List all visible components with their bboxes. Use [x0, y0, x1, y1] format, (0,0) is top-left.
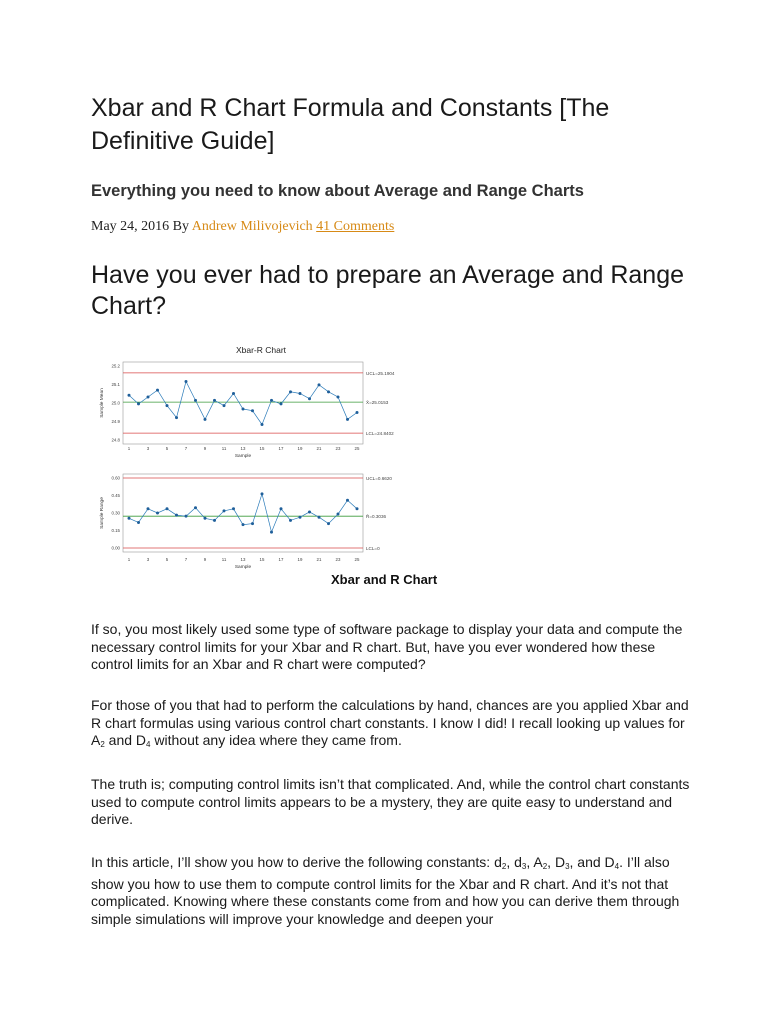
series-line: [129, 382, 357, 425]
paragraph-4-text-d: , D: [547, 854, 566, 870]
y-tick-label: 0.30: [111, 510, 120, 516]
comments-link[interactable]: 41 Comments: [316, 219, 395, 234]
x-tick-label: 17: [278, 557, 284, 562]
series-line: [129, 494, 357, 532]
x-tick-label: 19: [297, 557, 303, 562]
data-point: [194, 506, 197, 509]
data-point: [156, 512, 159, 515]
xbar-r-chart: [91, 340, 441, 578]
data-point: [204, 517, 207, 520]
data-point: [175, 416, 178, 419]
x-tick-label: 11: [221, 446, 227, 451]
data-point: [337, 395, 340, 398]
data-point: [289, 390, 292, 393]
x-tick-label: 1: [127, 557, 131, 562]
x-tick-label: 25: [354, 557, 360, 562]
data-point: [251, 522, 254, 525]
paragraph-2-sub-1: 2: [100, 740, 105, 749]
y-tick-label: 25.0: [111, 400, 120, 406]
data-point: [356, 411, 359, 414]
data-point: [327, 390, 330, 393]
data-point: [308, 397, 311, 400]
paragraph-1: If so, you most likely used some type of software package to display your data and compute the necessary control limits for your Xbar and R chart. But, have you ever wondered how these control limits for an Xbar and R chart were computed?: [91, 621, 683, 672]
data-point: [175, 514, 178, 517]
y-axis-label: Sample Range: [100, 497, 105, 529]
y-tick-label: 0.00: [111, 545, 120, 551]
y-tick-label: 0.15: [111, 528, 120, 533]
data-point: [147, 395, 150, 398]
data-point: [232, 392, 235, 395]
paragraph-2-text-a: For those of you that had to perform the calculations by hand, chances are you applied Xbar and R chart formulas using various control chart constants. I know I did! I recall looking up values for A: [91, 697, 689, 748]
paragraph-4-sub-4: 3: [565, 862, 570, 871]
x-axis-label: Sample: [234, 565, 252, 570]
x-tick-label: 5: [165, 557, 169, 562]
x-tick-label: 11: [221, 557, 227, 562]
data-point: [128, 517, 131, 520]
x-tick-label: 13: [240, 557, 246, 562]
data-point: [327, 522, 330, 525]
data-point: [318, 383, 321, 386]
x-axis-label: Sample: [234, 454, 252, 459]
data-point: [346, 418, 349, 421]
x-tick-label: 13: [240, 446, 246, 451]
x-tick-label: 9: [203, 557, 207, 562]
data-point: [318, 516, 321, 519]
x-tick-label: 7: [184, 557, 188, 562]
data-point: [223, 404, 226, 407]
center-label: X̄=25.0153: [366, 400, 389, 406]
paragraph-4-text-e: , and D: [569, 854, 615, 870]
x-tick-label: 7: [184, 446, 188, 451]
lcl-label: LCL=0: [366, 546, 380, 551]
y-tick-label: 24.8: [111, 437, 120, 443]
y-tick-label: 0.45: [111, 493, 120, 498]
paragraph-4-text-b: , d: [506, 854, 522, 870]
chart-title: Xbar-R Chart: [235, 345, 287, 355]
data-point: [280, 507, 283, 510]
x-tick-label: 21: [316, 446, 322, 451]
data-point: [289, 519, 292, 522]
article-meta: [91, 218, 394, 236]
data-point: [166, 404, 169, 407]
data-point: [242, 523, 245, 526]
data-point: [166, 507, 169, 510]
ucl-label: UCL=25.1904: [366, 370, 395, 376]
range-chart-panel: [99, 474, 392, 570]
x-tick-label: 19: [297, 446, 303, 451]
data-point: [137, 521, 140, 524]
ucl-label: UCL=0.6620: [366, 476, 392, 481]
data-point: [346, 499, 349, 502]
data-point: [147, 507, 150, 510]
data-point: [242, 408, 245, 411]
plot-frame: [123, 362, 363, 444]
xbar-r-chart-figure: [91, 340, 441, 578]
post-date: May 24, 2016: [91, 219, 170, 234]
paragraph-4-sub-1: 2: [501, 862, 507, 871]
y-tick-label: 0.60: [111, 475, 120, 481]
paragraph-2: [91, 697, 691, 754]
data-point: [251, 409, 254, 412]
data-point: [232, 507, 235, 510]
xbar-chart-panel: [99, 362, 395, 459]
paragraph-3: The truth is; computing control limits isn’t that complicated. And, while the control chart constants used to compute control limits appears to be a mystery, they are quite easy to understand and derive.: [91, 776, 690, 827]
paragraph-4-text-c: , A: [526, 854, 543, 870]
paragraph-4: [91, 854, 691, 928]
data-point: [308, 510, 311, 513]
x-tick-label: 15: [259, 557, 265, 562]
paragraph-2-text-c: without any idea where they came from.: [150, 732, 402, 748]
x-tick-label: 17: [278, 446, 284, 451]
paragraph-4-sub-2: 3: [521, 862, 527, 871]
y-axis-label: Sample Mean: [100, 388, 105, 418]
y-tick-label: 24.9: [111, 419, 120, 424]
x-tick-label: 3: [146, 557, 150, 562]
data-point: [213, 519, 216, 522]
paragraph-2-sub-2: 4: [146, 740, 151, 749]
paragraph-4-text-a: In this article, I’ll show you how to derive the following constants: d: [91, 854, 502, 870]
data-point: [261, 423, 264, 426]
data-point: [128, 394, 131, 397]
data-point: [204, 418, 207, 421]
data-point: [137, 402, 140, 405]
x-tick-label: 1: [127, 446, 131, 451]
data-point: [337, 513, 340, 516]
x-tick-label: 21: [316, 557, 322, 562]
section-heading: Have you ever had to prepare an Average and Range Chart?: [91, 261, 685, 320]
data-point: [156, 389, 159, 392]
x-tick-label: 23: [335, 446, 341, 451]
x-tick-label: 15: [259, 446, 265, 451]
data-point: [356, 507, 359, 510]
lcl-label: LCL=24.8402: [366, 431, 394, 437]
data-point: [185, 515, 188, 518]
paragraph-4-sub-3: 2: [542, 862, 548, 871]
data-point: [299, 516, 302, 519]
by-label: By: [172, 219, 190, 234]
y-tick-label: 25.2: [111, 363, 120, 369]
paragraph-4-sub-5: 4: [614, 862, 620, 871]
data-point: [223, 509, 226, 512]
center-label: R̄=0.3036: [366, 514, 387, 520]
x-tick-label: 5: [165, 446, 169, 451]
x-tick-label: 9: [203, 446, 207, 451]
paragraph-4-text-f: . I’ll also show you how to use them to compute control limits for the Xbar and R chart. And it’s not that complicated. Knowing where these constants come from and how you can derive them through simple simulations will improve your knowledge and deepen your: [91, 854, 680, 927]
data-point: [270, 531, 273, 534]
article-subtitle: Everything you need to know about Average and Range Charts: [91, 182, 584, 200]
data-point: [261, 492, 264, 495]
data-point: [213, 399, 216, 402]
paragraph-2-text-b: and D: [104, 732, 147, 748]
data-point: [194, 399, 197, 402]
data-point: [185, 380, 188, 383]
figure-caption: Xbar and R Chart: [331, 572, 438, 587]
x-tick-label: 23: [335, 557, 341, 562]
data-point: [299, 392, 302, 395]
data-point: [280, 402, 283, 405]
x-tick-label: 3: [146, 446, 150, 451]
y-tick-label: 25.1: [111, 382, 120, 387]
data-point: [270, 399, 273, 402]
author-link[interactable]: Andrew Milivojevich: [191, 219, 313, 234]
x-tick-label: 25: [354, 446, 360, 451]
article-title: Xbar and R Chart Formula and Constants [The Definitive Guide]: [91, 94, 610, 155]
